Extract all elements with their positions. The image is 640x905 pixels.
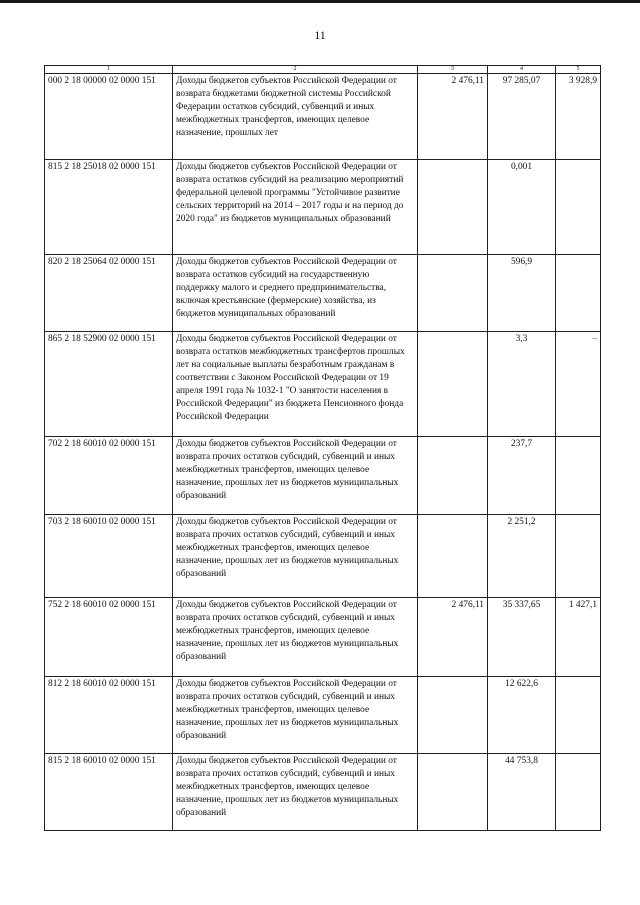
description-cell: Доходы бюджетов субъектов Российской Федерации от возврата прочих остатков субсидий, субвенций и иных межбюджетных трансфертов, имеющих целевое назначение, прошлых лет из бюджетов муниципальных образований <box>173 598 418 677</box>
budget-code-cell: 815 2 18 25018 02 0000 151 <box>45 160 173 255</box>
description-cell: Доходы бюджетов субъектов Российской Федерации от возврата бюджетами бюджетной системы Российской Федерации остатков субсидий, субвенций и иных межбюджетных трансфертов, имеющих целевое назначение, прошлых лет <box>173 74 418 160</box>
value-col3-cell <box>418 515 488 598</box>
table-row <box>45 515 601 598</box>
value-col3-cell <box>418 437 488 515</box>
value-col5-cell: 3 928,9 <box>556 74 601 160</box>
table-row <box>45 160 601 255</box>
table-row <box>45 255 601 332</box>
page-number: 11 <box>314 28 326 42</box>
value-col5-cell <box>556 437 601 515</box>
value-col4-cell: 237,7 <box>488 437 556 515</box>
value-col5-cell <box>556 160 601 255</box>
table-row <box>45 598 601 677</box>
column-header-1: 1 <box>45 66 173 74</box>
value-col3-cell <box>418 160 488 255</box>
value-col4-cell: 44 753,8 <box>488 754 556 831</box>
table-row <box>45 332 601 437</box>
value-col5-cell: 1 427,1 <box>556 598 601 677</box>
top-border-line <box>0 0 640 3</box>
table-row <box>45 437 601 515</box>
budget-code-cell: 703 2 18 60010 02 0000 151 <box>45 515 173 598</box>
value-col3-cell: 2 476,11 <box>418 74 488 160</box>
value-col4-cell: 97 285,07 <box>488 74 556 160</box>
column-header-4: 4 <box>488 66 556 74</box>
column-header-5: 5 <box>556 66 601 74</box>
budget-code-cell: 820 2 18 25064 02 0000 151 <box>45 255 173 332</box>
value-col4-cell: 35 337,65 <box>488 598 556 677</box>
value-col3-cell <box>418 754 488 831</box>
budget-code-cell: 000 2 18 00000 02 0000 151 <box>45 74 173 160</box>
value-col4-cell: 12 622,6 <box>488 677 556 754</box>
description-cell: Доходы бюджетов субъектов Российской Федерации от возврата прочих остатков субсидий, субвенций и иных межбюджетных трансфертов, имеющих целевое назначение, прошлых лет из бюджетов муниципальных образований <box>173 754 418 831</box>
budget-table <box>44 65 601 831</box>
value-col4-cell: 2 251,2 <box>488 515 556 598</box>
table-row <box>45 677 601 754</box>
value-col3-cell <box>418 677 488 754</box>
description-cell: Доходы бюджетов субъектов Российской Федерации от возврата прочих остатков субсидий, субвенций и иных межбюджетных трансфертов, имеющих целевое назначение, прошлых лет из бюджетов муниципальных образований <box>173 437 418 515</box>
description-cell: Доходы бюджетов субъектов Российской Федерации от возврата остатков субсидий на государственную поддержку малого и среднего предпринимательства, включая крестьянские (фермерские) хозяйства, из бюджетов муниципальных образований <box>173 255 418 332</box>
budget-code-cell: 865 2 18 52900 02 0000 151 <box>45 332 173 437</box>
value-col4-cell: 596,9 <box>488 255 556 332</box>
description-cell: Доходы бюджетов субъектов Российской Федерации от возврата прочих остатков субсидий, субвенций и иных межбюджетных трансфертов, имеющих целевое назначение, прошлых лет из бюджетов муниципальных образований <box>173 515 418 598</box>
budget-code-cell: 812 2 18 60010 02 0000 151 <box>45 677 173 754</box>
description-cell: Доходы бюджетов субъектов Российской Федерации от возврата остатков межбюджетных трансфертов прошлых лет на социальные выплаты безработным гражданам в соответствии с Законом Российской Федерации от 19 апреля 1991 года № 1032-1 "О занятости населения в Российской Федерации" из бюджета Пенсионного фонда Российской Федерации <box>173 332 418 437</box>
value-col5-cell <box>556 255 601 332</box>
value-col5-cell: – <box>556 332 601 437</box>
description-cell: Доходы бюджетов субъектов Российской Федерации от возврата остатков субсидий на реализацию мероприятий федеральной целевой программы "Устойчивое развитие сельских территорий на 2014 – 2017 годы и на период до 2020 года" из бюджетов муниципальных образований <box>173 160 418 255</box>
budget-code-cell: 815 2 18 60010 02 0000 151 <box>45 754 173 831</box>
description-cell: Доходы бюджетов субъектов Российской Федерации от возврата прочих остатков субсидий, субвенций и иных межбюджетных трансфертов, имеющих целевое назначение, прошлых лет из бюджетов муниципальных образований <box>173 677 418 754</box>
budget-code-cell: 752 2 18 60010 02 0000 151 <box>45 598 173 677</box>
value-col4-cell: 3,3 <box>488 332 556 437</box>
value-col4-cell: 0,001 <box>488 160 556 255</box>
value-col5-cell <box>556 754 601 831</box>
header-row <box>45 66 601 74</box>
value-col3-cell <box>418 332 488 437</box>
value-col5-cell <box>556 677 601 754</box>
value-col5-cell <box>556 515 601 598</box>
value-col3-cell <box>418 255 488 332</box>
value-col3-cell: 2 476,11 <box>418 598 488 677</box>
table-row <box>45 74 601 160</box>
column-header-2: 2 <box>173 66 418 74</box>
column-header-3: 3 <box>418 66 488 74</box>
table-row <box>45 754 601 831</box>
budget-code-cell: 702 2 18 60010 02 0000 151 <box>45 437 173 515</box>
